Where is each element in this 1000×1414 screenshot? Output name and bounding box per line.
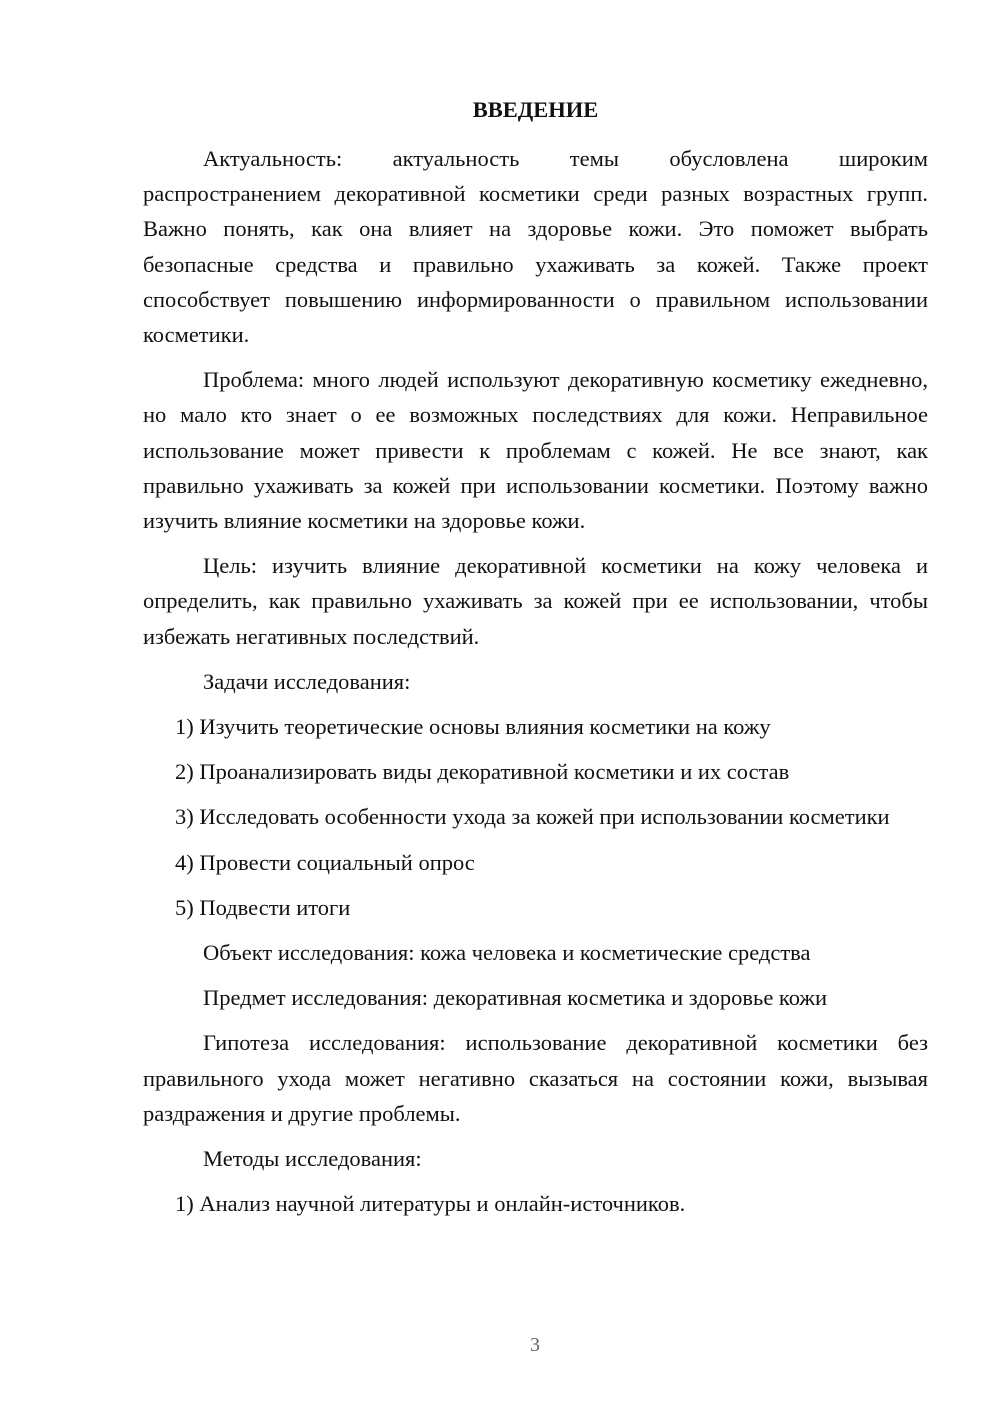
relevance-paragraph: Актуальность: актуальность темы обусловлена широким распространением декоративной косметики среди разных возрастных групп. Важно понять, как она влияет на здоровье кожи. Это поможет выбрать безопасные средства и правильно ухаживать за кожей. Также проект способствует повышению информированности о правильном использовании косметики. bbox=[143, 146, 928, 348]
research-object: Объект исследования: кожа человека и косметические средства bbox=[203, 940, 811, 966]
problem-paragraph: Проблема: много людей используют декоративную косметику ежедневно, но мало кто знает о ее возможных последствиях для кожи. Неправильное использование может привести к проблемам с кожей. Не все знают, как правильно ухаживать за кожей при использовании косметики. Поэтому важно изучить влияние косметики на здоровье кожи. bbox=[143, 367, 928, 534]
research-subject: Предмет исследования: декоративная косметика и здоровье кожи bbox=[203, 985, 827, 1011]
method-item: 1) Анализ научной литературы и онлайн-источников. bbox=[175, 1191, 686, 1217]
task-item: 1) Изучить теоретические основы влияния косметики на кожу bbox=[175, 714, 771, 740]
task-item: 3) Исследовать особенности ухода за кожей при использовании косметики bbox=[175, 804, 890, 830]
document-page bbox=[143, 92, 928, 1231]
document-title: ВВЕДЕНИЕ bbox=[472, 97, 599, 122]
task-item: 2) Проанализировать виды декоративной косметики и их состав bbox=[175, 759, 790, 785]
goal-paragraph: Цель: изучить влияние декоративной косметики на кожу человека и определить, как правильно ухаживать за кожей при ее использовании, чтобы избежать негативных последствий. bbox=[143, 553, 928, 649]
page-number: 3 bbox=[530, 1334, 540, 1356]
hypothesis-paragraph: Гипотеза исследования: использование декоративной косметики без правильного ухода может негативно сказаться на состоянии кожи, вызывая раздражения и другие проблемы. bbox=[143, 1030, 928, 1126]
tasks-heading: Задачи исследования: bbox=[203, 668, 411, 694]
methods-heading: Методы исследования: bbox=[203, 1146, 422, 1172]
task-item: 5) Подвести итоги bbox=[175, 894, 351, 920]
task-item: 4) Провести социальный опрос bbox=[175, 849, 475, 875]
